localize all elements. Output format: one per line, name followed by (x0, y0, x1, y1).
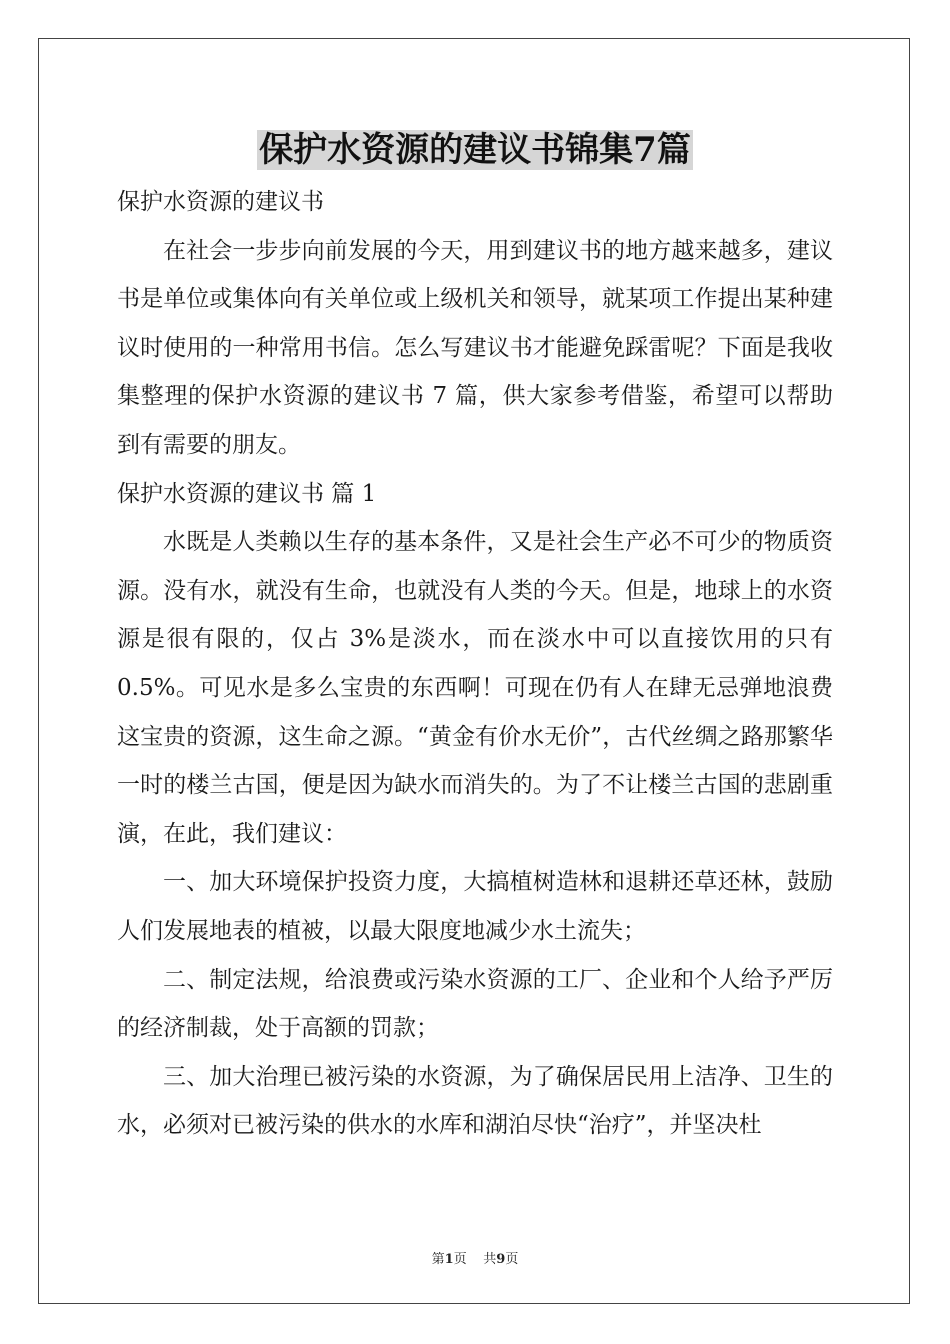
document-title-text: 保护水资源的建议书锦集7篇 (259, 130, 691, 170)
footer-page-prefix: 第 (431, 1252, 445, 1267)
document-body (117, 178, 833, 1150)
paragraph-5: 二、制定法规，给浪费或污染水资源的工厂、企业和个人给予严厉的经济制裁，处于高额的罚款； (117, 966, 833, 1042)
footer-page-suffix: 页 (453, 1252, 467, 1267)
document-title (0, 127, 950, 173)
paragraph-2: 保护水资源的建议书 篇 1 (117, 480, 377, 507)
footer-total-prefix: 共 (483, 1252, 497, 1267)
paragraph-6: 三、加大治理已被污染的水资源，为了确保居民用上洁净、卫生的水，必须对已被污染的供水的水库和湖泊尽快“治疗”，并坚决杜 (117, 1063, 833, 1139)
paragraph-4: 一、加大环境保护投资力度，大搞植树造林和退耕还草还林，鼓励人们发展地表的植被，以最大限度地减少水土流失； (117, 869, 833, 944)
paragraph-3: 水既是人类赖以生存的基本条件，又是社会生产必不可少的物质资源。没有水，就没有生命，也就没有人类的今天。但是，地球上的水资源是很有限的，仅占 3%是淡水，而在淡水中可以直接饮用的只有 0.5%。可见水是多么宝贵的东西啊！可现在仍有人在肆无忌弹地浪费这宝贵的资源，这生命之源。“黄金有价水无价”，古代丝绸之路那繁华一时的楼兰古国，便是因为缺水而消失的。为了不让楼兰古国的悲剧重演，在此，我们建议： (117, 529, 833, 847)
footer-total-suffix: 页 (505, 1252, 519, 1267)
page-footer (0, 1248, 950, 1267)
paragraph-1: 在社会一步步向前发展的今天，用到建议书的地方越来越多，建议书是单位或集体向有关单位或上级机关和领导，就某项工作提出某种建议时使用的一种常用书信。怎么写建议书才能避免踩雷呢？下面是我收集整理的保护水资源的建议书 7 篇，供大家参考借鉴，希望可以帮助到有需要的朋友。 (117, 237, 833, 458)
paragraph-0: 保护水资源的建议书 (117, 189, 324, 215)
footer-total-pages: 9 (496, 1252, 506, 1267)
footer-page-number: 1 (444, 1252, 454, 1267)
